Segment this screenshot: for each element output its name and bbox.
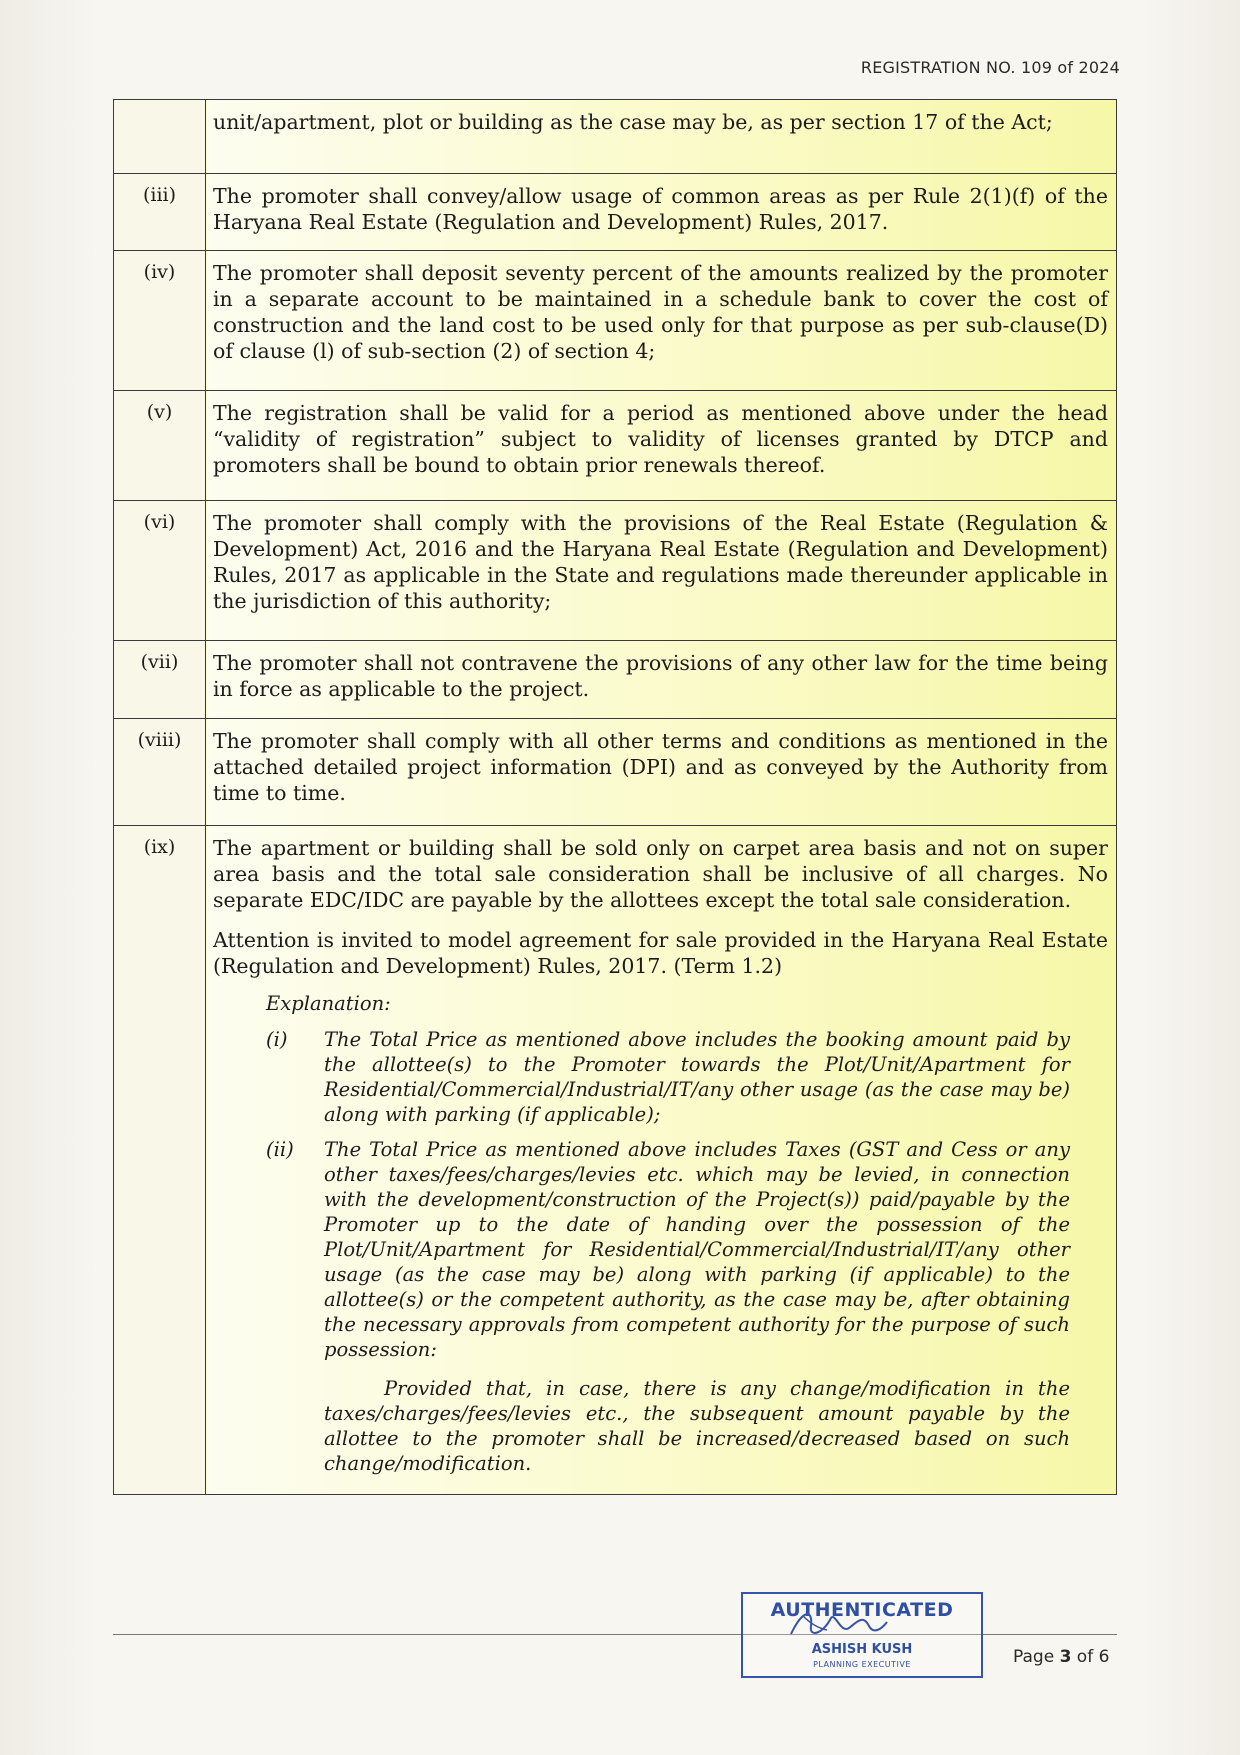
registration-number: REGISTRATION NO. 109 of 2024	[860, 58, 1120, 77]
explanation-heading: Explanation:	[266, 992, 391, 1015]
page-number	[1013, 1647, 1109, 1667]
terms-table	[113, 99, 1117, 1495]
table-row	[114, 391, 1117, 501]
list-item	[266, 1137, 1070, 1362]
page-prefix: Page	[1013, 1647, 1060, 1667]
row-number: (iv)	[114, 251, 206, 391]
table-row	[114, 174, 1117, 251]
row-text: The registration shall be valid for a period as mentioned above under the head “validity of registration” subject to validity of licenses granted by DTCP and promoters shall be bound to obtain prior renewals thereof.	[206, 391, 1117, 501]
row-number: (vi)	[114, 501, 206, 641]
list-item-number: (ii)	[266, 1138, 294, 1161]
list-item	[266, 1027, 1070, 1127]
signature-icon	[783, 1604, 893, 1644]
row-number	[114, 100, 206, 174]
paragraph: The apartment or building shall be sold only on carpet area basis and not on super area basis and the total sale consideration shall be inclusive of all charges. No separate EDC/IDC are payable by the allottees except the total sale consideration.	[213, 836, 1108, 912]
row-text	[206, 826, 1117, 1495]
stamp-role: PLANNING EXECUTIVE	[813, 1660, 911, 1669]
row-text: The promoter shall deposit seventy percent of the amounts realized by the promoter in a separate account to be maintained in a schedule bank to cover the cost of construction and the land cost to be used only for that purpose as per sub-clause(D) of clause (l) of sub-section (2) of section 4;	[206, 251, 1117, 391]
row-text: The promoter shall not contravene the provisions of any other law for the time being in force as applicable to the project.	[206, 641, 1117, 719]
page-current: 3	[1059, 1647, 1072, 1667]
table-row	[114, 501, 1117, 641]
table-row	[114, 100, 1117, 174]
row-number: (viii)	[114, 719, 206, 826]
proviso-paragraph: Provided that, in case, there is any change/modification in the taxes/charges/fees/levies etc., the subsequent amount payable by the allottee to the promoter shall be increased/decreased based on such change/modification.	[324, 1377, 1070, 1475]
table-row	[114, 251, 1117, 391]
row-number: (ix)	[114, 826, 206, 1495]
row-text: The promoter shall comply with all other terms and conditions as mentioned in the attached detailed project information (DPI) and as conveyed by the Authority from time to time.	[206, 719, 1117, 826]
table-row	[114, 641, 1117, 719]
stamp-name: ASHISH KUSH	[811, 1642, 913, 1657]
authentication-stamp	[741, 1592, 983, 1678]
paragraph: Attention is invited to model agreement for sale provided in the Haryana Real Estate (Regulation and Development) Rules, 2017. (Term 1.2)	[213, 928, 1108, 978]
list-item-text: The Total Price as mentioned above includes the booking amount paid by the allottee(s) to the Promoter towards the Plot/Unit/Apartment for Residential/Commercial/Industrial/IT/any other usage (as the case may be) along with parking (if applicable);	[324, 1028, 1070, 1126]
row-number: (v)	[114, 391, 206, 501]
row-number: (iii)	[114, 174, 206, 251]
list-item-text: The Total Price as mentioned above includes Taxes (GST and Cess or any other taxes/fees/charges/levies etc. which may be levied, in connection with the development/construction of the Project(s)) paid/payable by the Promoter up to the date of handing over the possession of the Plot/Unit/Apartment for Residential/Commercial/Industrial/IT/any other usage (as the case may be) along with parking (if applicable) to the allottee(s) or the competent authority, as the case may be, after obtaining the necessary approvals from competent authority for the purpose of such possession:	[324, 1138, 1070, 1361]
stamp-title: AUTHENTICATED	[770, 1599, 954, 1621]
list-item-number: (i)	[266, 1028, 288, 1051]
page-suffix: of 6	[1071, 1647, 1110, 1667]
row-text: unit/apartment, plot or building as the case may be, as per section 17 of the Act;	[206, 100, 1117, 174]
row-text: The promoter shall comply with the provisions of the Real Estate (Regulation & Development) Act, 2016 and the Haryana Real Estate (Regulation and Development) Rules, 2017 as applicable in the State and regulations made thereunder applicable in the jurisdiction of this authority;	[206, 501, 1117, 641]
row-number: (vii)	[114, 641, 206, 719]
row-text: The promoter shall convey/allow usage of common areas as per Rule 2(1)(f) of the Haryana Real Estate (Regulation and Development) Rules, 2017.	[206, 174, 1117, 251]
table-row	[114, 719, 1117, 826]
table-row	[114, 826, 1117, 1495]
